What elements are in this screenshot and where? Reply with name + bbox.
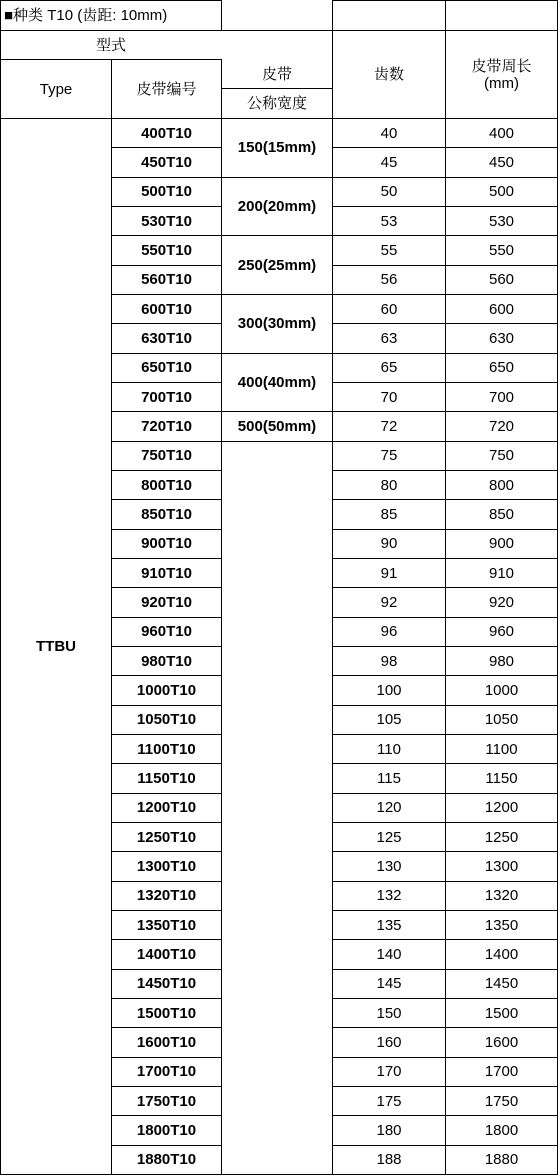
table-row-teeth: 98 xyxy=(380,652,398,670)
grid-line xyxy=(111,1115,222,1116)
grid-line xyxy=(221,235,333,236)
grid-line xyxy=(111,939,222,940)
grid-line xyxy=(332,470,558,471)
table-row-belt-number: 750T10 xyxy=(141,447,192,465)
grid-line xyxy=(332,851,558,852)
grid-line xyxy=(332,822,558,823)
grid-line xyxy=(332,235,558,236)
grid-line xyxy=(332,793,558,794)
grid-line xyxy=(332,646,558,647)
table-row-belt-number: 1500T10 xyxy=(136,1004,197,1022)
table-row-belt-number: 960T10 xyxy=(141,623,192,641)
grid-line xyxy=(111,382,222,383)
belt-width-value: 300(30mm) xyxy=(237,315,317,333)
grid-line xyxy=(0,0,222,1)
table-row-perimeter: 720 xyxy=(488,417,515,435)
grid-line xyxy=(111,881,222,882)
grid-line xyxy=(332,969,558,970)
grid-line xyxy=(111,411,222,412)
table-row-belt-number: 800T10 xyxy=(141,476,192,494)
table-row-teeth: 45 xyxy=(380,153,398,171)
grid-line xyxy=(111,998,222,999)
grid-line xyxy=(111,617,222,618)
table-row-perimeter: 1200 xyxy=(484,799,519,817)
table-row-perimeter: 1800 xyxy=(484,1121,519,1139)
grid-line xyxy=(221,353,333,354)
table-row-belt-number: 500T10 xyxy=(141,183,192,201)
table-row-teeth: 180 xyxy=(376,1121,402,1139)
table-row-teeth: 125 xyxy=(376,828,402,846)
table-row-belt-number: 1250T10 xyxy=(136,828,197,846)
table-row-belt-number: 1400T10 xyxy=(136,945,197,963)
table-row-perimeter: 500 xyxy=(488,183,515,201)
table-row-belt-number: 1000T10 xyxy=(136,681,197,699)
table-row-teeth: 85 xyxy=(380,505,398,523)
table-row-perimeter: 1600 xyxy=(484,1033,519,1051)
table-row-teeth: 160 xyxy=(376,1033,402,1051)
table-row-teeth: 110 xyxy=(377,740,401,758)
grid-line xyxy=(332,939,558,940)
table-row-belt-number: 1100T10 xyxy=(137,740,196,758)
table-row-belt-number: 910T10 xyxy=(141,564,192,582)
grid-line xyxy=(332,1027,558,1028)
grid-line xyxy=(111,646,222,647)
table-row-teeth: 115 xyxy=(377,769,401,787)
belt-width-value: 150(15mm) xyxy=(237,139,317,157)
table-row-perimeter: 560 xyxy=(488,271,515,289)
grid-line xyxy=(332,705,558,706)
grid-line xyxy=(111,1145,222,1146)
table-row-teeth: 91 xyxy=(380,564,398,582)
table-row-belt-number: 1600T10 xyxy=(136,1033,197,1051)
grid-line xyxy=(111,499,222,500)
table-row-perimeter: 1700 xyxy=(484,1063,519,1081)
table-row-belt-number: 560T10 xyxy=(141,271,192,289)
grid-line xyxy=(111,323,222,324)
grid-line xyxy=(111,675,222,676)
belt-width-value: 250(25mm) xyxy=(237,256,317,274)
table-row-teeth: 63 xyxy=(380,329,398,347)
table-row-teeth: 105 xyxy=(376,711,402,729)
table-row-perimeter: 1450 xyxy=(484,975,519,993)
grid-line xyxy=(332,734,558,735)
grid-line xyxy=(111,1057,222,1058)
table-row-belt-number: 530T10 xyxy=(141,212,192,230)
table-row-teeth: 132 xyxy=(376,887,402,905)
belt-width-value: 200(20mm) xyxy=(237,197,317,215)
table-row-teeth: 50 xyxy=(380,183,398,201)
grid-line xyxy=(111,353,222,354)
table-row-perimeter: 1350 xyxy=(484,916,519,934)
grid-line xyxy=(111,529,222,530)
grid-line xyxy=(332,265,558,266)
grid-line xyxy=(111,470,222,471)
grid-line xyxy=(332,675,558,676)
header-teeth: 齿数 xyxy=(373,66,404,83)
header-belt-number: 皮带编号 xyxy=(136,80,197,98)
grid-line xyxy=(332,617,558,618)
grid-line xyxy=(332,1086,558,1087)
table-row-teeth: 150 xyxy=(376,1004,402,1022)
table-row-belt-number: 1300T10 xyxy=(136,857,197,875)
table-row-perimeter: 1400 xyxy=(484,945,519,963)
table-row-belt-number: 1880T10 xyxy=(136,1151,197,1169)
table-row-perimeter: 630 xyxy=(488,329,515,347)
grid-line xyxy=(221,177,333,178)
grid-line xyxy=(111,1027,222,1028)
table-row-belt-number: 650T10 xyxy=(141,359,192,377)
table-row-teeth: 175 xyxy=(376,1092,402,1110)
grid-line xyxy=(332,881,558,882)
grid-line xyxy=(111,910,222,911)
table-row-teeth: 40 xyxy=(380,124,398,142)
table-row-belt-number: 900T10 xyxy=(141,535,192,553)
table-row-perimeter: 550 xyxy=(488,241,515,259)
table-row-teeth: 80 xyxy=(380,476,398,494)
grid-line xyxy=(111,1086,222,1087)
table-row-perimeter: 850 xyxy=(488,505,515,523)
grid-line xyxy=(111,558,222,559)
grid-line xyxy=(111,441,222,442)
grid-line xyxy=(111,177,222,178)
grid-line xyxy=(111,206,222,207)
grid-line xyxy=(111,822,222,823)
grid-line xyxy=(332,499,558,500)
table-row-teeth: 56 xyxy=(380,271,398,289)
table-row-perimeter: 650 xyxy=(488,359,515,377)
table-row-belt-number: 920T10 xyxy=(141,593,192,611)
header-model: 型式 xyxy=(95,36,126,54)
table-row-perimeter: 980 xyxy=(488,652,515,670)
grid-line xyxy=(111,705,222,706)
grid-line xyxy=(332,147,558,148)
table-row-perimeter: 1150 xyxy=(485,769,518,787)
grid-line xyxy=(111,147,222,148)
header-type: Type xyxy=(39,80,73,98)
grid-line xyxy=(0,118,558,119)
table-row-teeth: 140 xyxy=(376,945,402,963)
table-row-perimeter: 800 xyxy=(488,476,515,494)
grid-line xyxy=(111,969,222,970)
table-row-belt-number: 1450T10 xyxy=(136,975,197,993)
table-row-belt-number: 600T10 xyxy=(141,300,192,318)
grid-line xyxy=(332,294,558,295)
table-row-belt-number: 1320T10 xyxy=(136,887,197,905)
table-title: ■种类 T10 (齿距: 10mm) xyxy=(4,7,168,24)
table-row-belt-number: 630T10 xyxy=(141,329,192,347)
grid-line xyxy=(111,793,222,794)
grid-line xyxy=(332,411,558,412)
table-row-perimeter: 1300 xyxy=(484,857,519,875)
table-row-perimeter: 900 xyxy=(488,535,515,553)
grid-line xyxy=(221,88,333,89)
table-row-belt-number: 1200T10 xyxy=(136,799,197,817)
table-row-perimeter: 960 xyxy=(488,623,515,641)
table-row-teeth: 60 xyxy=(380,300,398,318)
table-row-teeth: 65 xyxy=(380,359,398,377)
table-row-teeth: 135 xyxy=(376,916,402,934)
table-row-teeth: 96 xyxy=(380,623,398,641)
grid-line xyxy=(332,998,558,999)
belt-width-value: 500(50mm) xyxy=(237,417,317,435)
table-row-perimeter: 1500 xyxy=(484,1004,519,1022)
table-row-perimeter: 910 xyxy=(488,564,515,582)
table-row-belt-number: 850T10 xyxy=(141,505,192,523)
grid-line xyxy=(332,206,558,207)
grid-line xyxy=(111,294,222,295)
grid-line xyxy=(332,1115,558,1116)
grid-line xyxy=(221,0,222,31)
table-row-belt-number: 700T10 xyxy=(141,388,192,406)
grid-line xyxy=(221,441,333,442)
type-value: TTBU xyxy=(36,637,76,655)
table-row-perimeter: 600 xyxy=(488,300,515,318)
grid-line xyxy=(111,235,222,236)
grid-line xyxy=(0,0,1,1175)
table-row-belt-number: 720T10 xyxy=(141,417,192,435)
grid-line xyxy=(332,529,558,530)
belt-width-value: 400(40mm) xyxy=(237,373,317,391)
table-row-belt-number: 550T10 xyxy=(141,241,192,259)
table-row-belt-number: 1150T10 xyxy=(137,769,196,787)
grid-line xyxy=(0,30,558,31)
table-row-belt-number: 1750T10 xyxy=(136,1092,197,1110)
table-row-perimeter: 1250 xyxy=(484,828,519,846)
table-row-perimeter: 1880 xyxy=(484,1151,519,1169)
table-row-perimeter: 400 xyxy=(488,124,515,142)
grid-line xyxy=(0,1174,558,1175)
grid-line xyxy=(332,763,558,764)
table-row-belt-number: 1800T10 xyxy=(136,1121,197,1139)
grid-line xyxy=(221,411,333,412)
grid-line xyxy=(332,1057,558,1058)
table-row-teeth: 90 xyxy=(380,535,398,553)
table-row-teeth: 170 xyxy=(376,1063,402,1081)
grid-line xyxy=(332,1145,558,1146)
table-row-teeth: 188 xyxy=(376,1151,402,1169)
table-row-perimeter: 450 xyxy=(488,153,515,171)
table-row-belt-number: 450T10 xyxy=(141,153,192,171)
table-row-teeth: 130 xyxy=(376,857,402,875)
grid-line xyxy=(332,353,558,354)
table-row-teeth: 100 xyxy=(376,681,402,699)
header-belt-width-line1: 皮带 xyxy=(261,65,292,83)
table-row-teeth: 120 xyxy=(376,799,402,817)
table-row-perimeter: 1000 xyxy=(484,681,519,699)
table-row-perimeter: 750 xyxy=(488,447,515,465)
table-row-perimeter: 1750 xyxy=(484,1092,519,1110)
grid-line xyxy=(111,587,222,588)
table-row-teeth: 70 xyxy=(380,388,398,406)
table-row-perimeter: 1100 xyxy=(485,740,518,758)
grid-line xyxy=(332,587,558,588)
table-row-teeth: 92 xyxy=(380,593,398,611)
header-perimeter: 皮带周长 (mm) xyxy=(471,57,532,92)
grid-line xyxy=(332,382,558,383)
grid-line xyxy=(332,323,558,324)
table-row-perimeter: 530 xyxy=(488,212,515,230)
table-row-teeth: 72 xyxy=(380,417,398,435)
header-belt-width-line2: 公称宽度 xyxy=(246,95,307,112)
table-row-teeth: 145 xyxy=(376,975,402,993)
grid-line xyxy=(111,265,222,266)
table-row-teeth: 75 xyxy=(380,447,398,465)
table-row-belt-number: 980T10 xyxy=(141,652,192,670)
grid-line xyxy=(332,910,558,911)
table-row-belt-number: 1700T10 xyxy=(136,1063,197,1081)
table-row-perimeter: 1320 xyxy=(484,887,519,905)
grid-line xyxy=(111,734,222,735)
table-row-perimeter: 920 xyxy=(488,593,515,611)
table-row-teeth: 53 xyxy=(380,212,398,230)
table-row-belt-number: 1350T10 xyxy=(136,916,197,934)
table-row-belt-number: 1050T10 xyxy=(136,711,197,729)
table-row-teeth: 55 xyxy=(380,241,398,259)
grid-line xyxy=(332,558,558,559)
table-row-belt-number: 400T10 xyxy=(141,124,192,142)
table-row-perimeter: 1050 xyxy=(484,711,519,729)
grid-line xyxy=(221,294,333,295)
grid-line xyxy=(332,441,558,442)
grid-line xyxy=(332,177,558,178)
grid-line xyxy=(111,763,222,764)
grid-line xyxy=(111,851,222,852)
table-row-perimeter: 700 xyxy=(488,388,515,406)
